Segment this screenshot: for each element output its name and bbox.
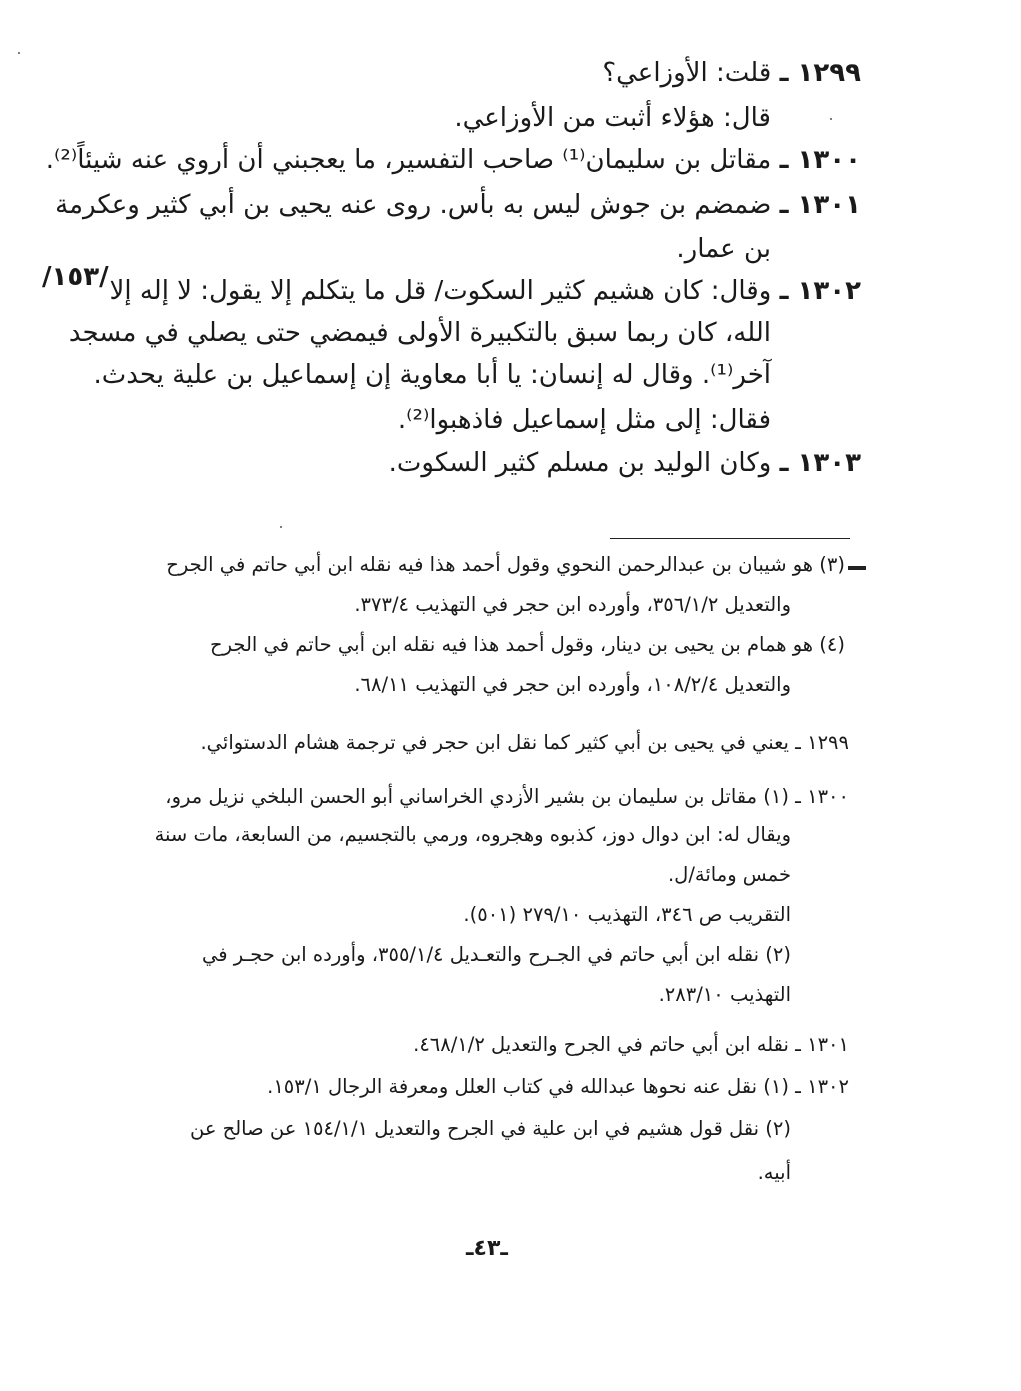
footnote-3-line-2: والتعديل ٣٥٦/١/٢، وأورده ابن حجر في التهذيب ٣٧٣/٤. xyxy=(354,593,791,616)
entry-1302-line-1 xyxy=(110,276,861,306)
entry-1301-line-1 xyxy=(55,190,861,220)
entry-1302-line-2: الله، كان ربما سبق بالتكبيرة الأولى فيمضي حتى يصلي في مسجد xyxy=(68,318,771,348)
footnote-1302-line-1: ١٣٠٢ ـ (١) نقل عنه نحوها عبدالله في كتاب العلل ومعرفة الرجال ١٥٣/١. xyxy=(267,1075,849,1098)
footnote-1301: ١٣٠١ ـ نقله ابن أبي حاتم في الجرح والتعديل ٤٦٨/١/٢. xyxy=(413,1033,849,1056)
entry-1299-line-1 xyxy=(602,58,861,88)
footnote-4-line-2: والتعديل ١٠٨/٢/٤، وأورده ابن حجر في التهذيب ٦٨/١١. xyxy=(354,673,791,696)
page-number: ـ٤٣ـ xyxy=(466,1236,508,1261)
footnote-1302-line-3: أبيه. xyxy=(757,1161,791,1184)
footnote-1300-line-4: التقريب ص ٣٤٦، التهذيب ٢٧٩/١٠ (٥٠١). xyxy=(463,903,791,926)
footnote-1300-line-2: ويقال له: ابن دوال دوز، كذبوه وهجروه، ورمي بالتجسيم، من السابعة، مات سنة xyxy=(154,823,791,846)
continuation-dash xyxy=(848,566,866,570)
entry-text: مقاتل بن سليمان⁽¹⁾ صاحب التفسير، ما يعجبني أن أروي عنه شيئاً⁽²⁾. xyxy=(45,145,772,175)
footnote-1300-line-6: التهذيب ٢٨٣/١٠. xyxy=(658,983,791,1006)
entry-text: ضمضم بن جوش ليس به بأس. روى عنه يحيى بن أبي كثير وعكرمة xyxy=(55,190,772,220)
entry-1303 xyxy=(389,448,861,478)
footnote-3-line-1: (٣) هو شيبان بن عبدالرحمن النحوي وقول أحمد هذا فيه نقله ابن أبي حاتم في الجرح xyxy=(166,553,845,576)
entry-number: ١٣٠٠ ـ xyxy=(779,145,861,175)
entry-number: ١٣٠٣ ـ xyxy=(779,448,861,478)
footnote-4-line-1: (٤) هو همام بن يحيى بن دينار، وقول أحمد هذا فيه نقله ابن أبي حاتم في الجرح xyxy=(210,633,845,656)
footnote-1299: ١٢٩٩ ـ يعني في يحيى بن أبي كثير كما نقل ابن حجر في ترجمة هشام الدستوائي. xyxy=(200,731,849,754)
entry-number: ١٢٩٩ ـ xyxy=(779,58,861,88)
page-margin-marker: /١٥٣/ xyxy=(42,262,109,292)
entry-text: وقال: كان هشيم كثير السكوت/ قل ما يتكلم إلا يقول: لا إله إلا xyxy=(109,276,772,306)
entry-1301-line-2: بن عمار. xyxy=(676,234,771,264)
entry-1300 xyxy=(46,145,861,175)
footnote-1300-line-5: (٢) نقله ابن أبي حاتم في الجـرح والتعـديل ٣٥٥/١/٤، وأورده ابن حجـر في xyxy=(201,943,791,966)
footnote-1300-line-1: ١٣٠٠ ـ (١) مقاتل بن سليمان بن بشير الأزدي الخراساني أبو الحسن البلخي نزيل مرو، xyxy=(165,785,849,808)
footnote-1302-line-2: (٢) نقل قول هشيم في ابن علية في الجرح والتعديل ١٥٤/١/١ عن صالح عن xyxy=(189,1117,791,1140)
scan-speck xyxy=(830,118,832,120)
entry-1302-line-3: آخر⁽¹⁾. وقال له إنسان: يا أبا معاوية إن إسماعيل بن علية يحدث. xyxy=(93,360,771,390)
entry-number: ١٣٠١ ـ xyxy=(779,190,861,220)
entry-1302-line-4: فقال: إلى مثل إسماعيل فاذهبوا⁽²⁾. xyxy=(397,405,771,435)
entry-text: قلت: الأوزاعي؟ xyxy=(602,58,772,88)
entry-text: وكان الوليد بن مسلم كثير السكوت. xyxy=(388,448,772,478)
footnote-separator xyxy=(610,538,850,539)
scan-speck xyxy=(18,52,20,54)
entry-1299-line-2: قال: هؤلاء أثبت من الأوزاعي. xyxy=(454,103,771,133)
scan-speck xyxy=(280,526,282,528)
footnote-1300-line-3: خمس ومائة/ل. xyxy=(667,863,791,886)
entry-number: ١٣٠٢ ـ xyxy=(779,276,861,306)
